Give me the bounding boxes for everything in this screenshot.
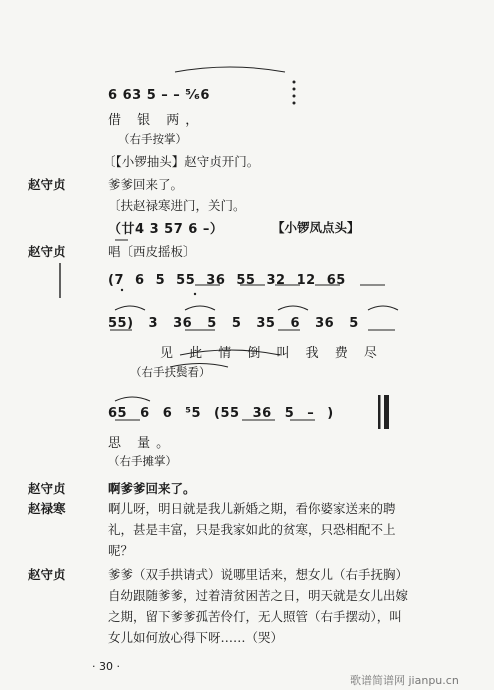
dialogue-line: 之期，留下爹爹孤苦伶仃，无人照管（右手摆动），叫 xyxy=(108,609,402,624)
score-line-3-notes: 55) 3 36 5 5 35 6 36 5 xyxy=(108,316,359,331)
page-number: · 30 · xyxy=(92,660,120,673)
speaker-label: 赵守贞 xyxy=(28,567,66,582)
dialogue-line: 自幼跟随爹爹，过着清贫困苦之日，明天就是女儿出嫁 xyxy=(108,588,409,603)
slur-line1 xyxy=(175,67,285,72)
dialogue-line: 女儿如何放心得下呀……（哭） xyxy=(108,630,284,645)
score-line-3-lyrics: 见 此 情 倒 叫 我 费 尽 xyxy=(160,346,383,361)
spoken-line: 爹爹回来了。 xyxy=(108,177,184,192)
cue-1: 〔【小锣抽头】赵守贞开门。 xyxy=(103,154,260,169)
aria-heading: 唱〔西皮摇板〕 xyxy=(108,244,196,259)
barline-thin xyxy=(378,395,381,429)
dialogue-line: 礼，甚是丰富，只是我家如此的贫寒，只恐相配不上 xyxy=(108,522,396,537)
slur-f xyxy=(115,397,150,401)
slur-a xyxy=(115,306,145,310)
dialogue-line: 啊儿呀，明日就是我儿新婚之期，看你婆家送来的聘 xyxy=(108,501,396,516)
tempo-notes: （廿4 3 57 6 –） xyxy=(108,222,224,237)
speaker-label: 赵守贞 xyxy=(28,481,66,496)
speaker-label: 赵守贞 xyxy=(28,244,66,259)
speaker-label: 赵守贞 xyxy=(28,177,66,192)
dialogue-line: 爹爹（双手拱请式）说哪里话来，想女儿（右手抚胸） xyxy=(108,567,409,582)
stage-direction-3: （右手扶鬓看） xyxy=(130,365,211,379)
watermark: 歌谱简谱网 jianpu.cn xyxy=(350,674,459,687)
score-line-4-lyrics: 思 量。 xyxy=(108,436,176,451)
score-line-1-lyrics: 借 银 两， xyxy=(108,113,205,128)
cue-2: 【小锣凤点头】 xyxy=(272,220,360,235)
dialogue-line: 呢？ xyxy=(108,543,134,558)
score-line-2-notes: (7 6 5 55 36 55 32 12 65 xyxy=(108,273,346,288)
dialogue-line: 啊爹爹回来了。 xyxy=(108,481,196,496)
score-line-4-notes: 65 6 6 ⁵5 (55 36 5 – ) xyxy=(108,406,334,421)
slur-c xyxy=(278,306,308,310)
stage-direction-2: 〔扶赵禄寒进门，关门。 xyxy=(108,198,246,213)
stage-direction-4: （右手摊掌） xyxy=(108,454,177,468)
slur-d xyxy=(368,306,398,310)
score-line-1-notes: 6 63 5 – – ⁵⁄₆6 xyxy=(108,88,210,103)
speaker-label: 赵禄寒 xyxy=(28,501,66,516)
slur-b xyxy=(185,306,215,310)
barline-thick xyxy=(384,395,389,429)
stage-direction-1: （右手按掌） xyxy=(118,132,187,146)
